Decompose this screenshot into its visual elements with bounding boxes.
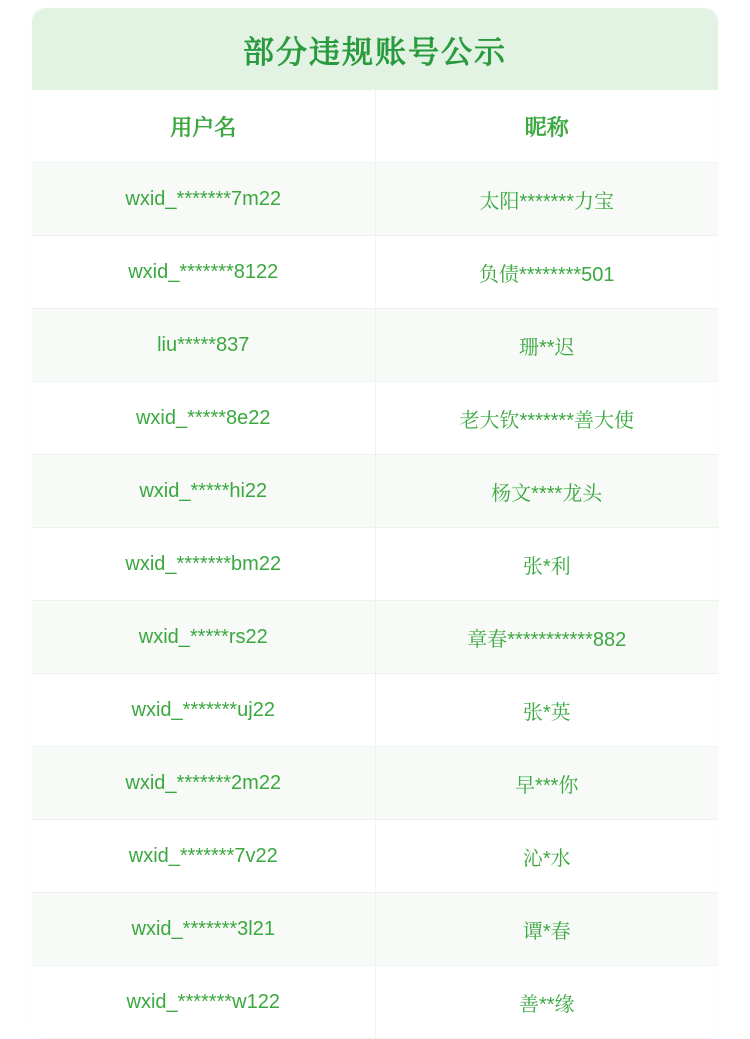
cell-nickname: 负债********501 [375,236,718,309]
table-row [32,601,718,674]
cell-nickname: 太阳*******力宝 [375,163,718,236]
cell-nickname: 张*英 [375,674,718,747]
table-head [32,90,718,163]
cell-username: wxid_*******bm22 [32,528,375,601]
cell-nickname: 张*利 [375,528,718,601]
table-row [32,820,718,893]
table-row [32,893,718,966]
cell-username: liu*****837 [32,309,375,382]
card-header [32,8,718,90]
cell-nickname: 珊**迟 [375,309,718,382]
cell-username: wxid_*****8e22 [32,382,375,455]
table-row [32,455,718,528]
violation-accounts-table [32,90,718,1039]
cell-username: wxid_*******w122 [32,966,375,1039]
table-row [32,382,718,455]
table-row [32,528,718,601]
cell-username: wxid_*****hi22 [32,455,375,528]
table-body [32,163,718,1039]
page-title: 部分违规账号公示 [243,34,507,70]
table-row [32,966,718,1039]
cell-username: wxid_*******uj22 [32,674,375,747]
cell-username: wxid_*******8122 [32,236,375,309]
cell-username: wxid_*******7v22 [32,820,375,893]
cell-nickname: 章春***********882 [375,601,718,674]
cell-nickname: 谭*春 [375,893,718,966]
cell-nickname: 杨文****龙头 [375,455,718,528]
cell-username: wxid_*******2m22 [32,747,375,820]
table-row [32,674,718,747]
cell-username: wxid_*******7m22 [32,163,375,236]
cell-username: wxid_*****rs22 [32,601,375,674]
table-row [32,747,718,820]
table-row [32,163,718,236]
cell-nickname: 善**缘 [375,966,718,1039]
column-header-nickname: 昵称 [375,90,718,163]
table-row [32,236,718,309]
cell-nickname: 老大钦*******善大使 [375,382,718,455]
table-header-row [32,90,718,163]
cell-nickname: 早***你 [375,747,718,820]
cell-username: wxid_*******3l21 [32,893,375,966]
table-row [32,309,718,382]
announcement-card [32,8,718,1039]
cell-nickname: 沁*水 [375,820,718,893]
column-header-username: 用户名 [32,90,375,163]
